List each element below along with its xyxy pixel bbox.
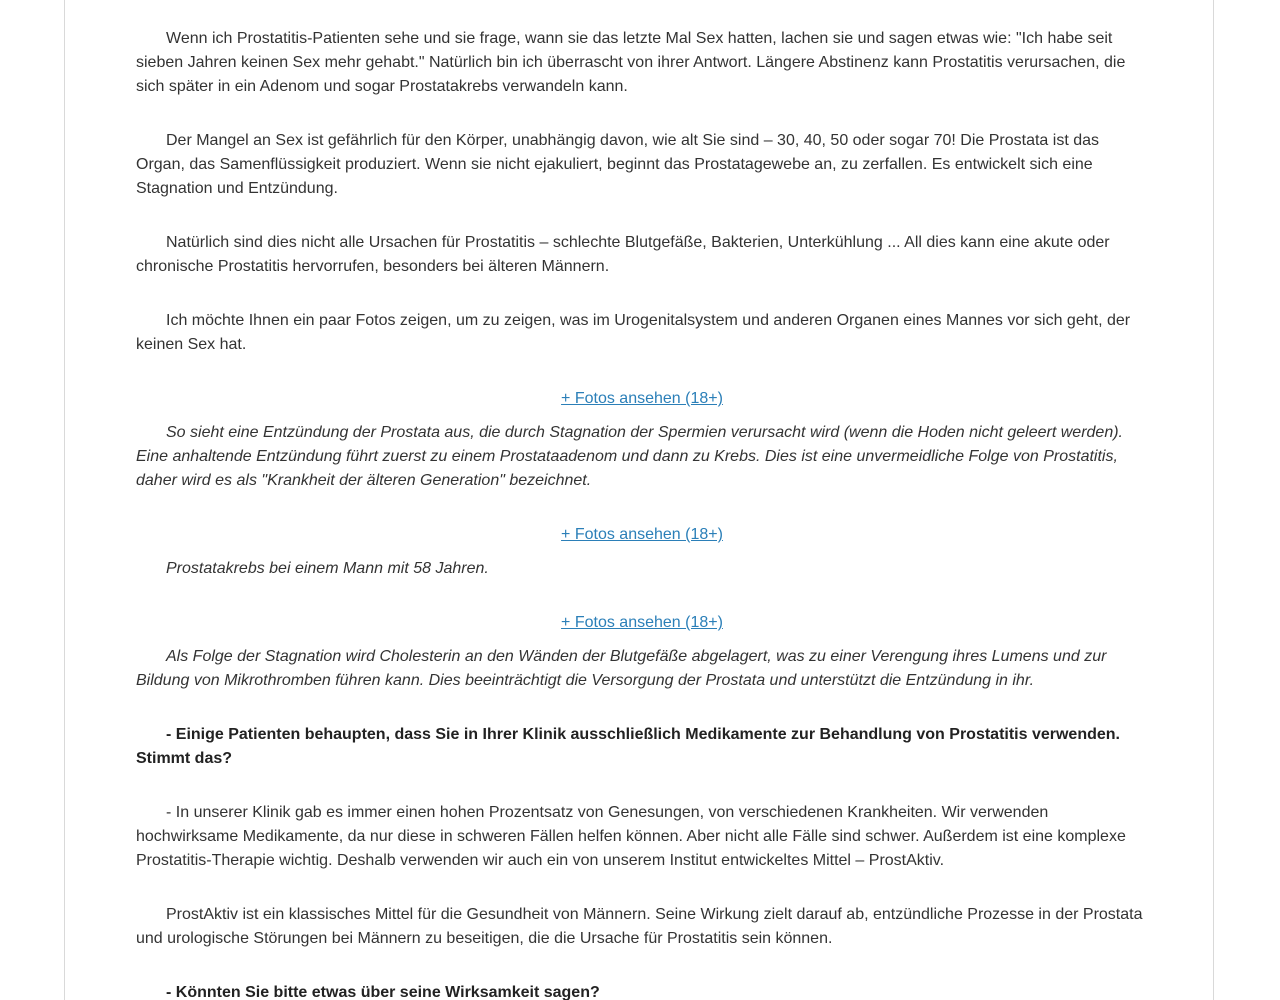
- photo-caption: Als Folge der Stagnation wird Cholesterin an den Wänden der Blutgefäße abgelagert, was zu einer Verengung ihres Lumens und zur Bildung von Mikrothromben führen kann. Dies beeinträchtigt die Versorgung der Prostata und unterstützt die Entzündung in ihr.: [136, 648, 1107, 689]
- interview-question: - Könnten Sie bitte etwas über seine Wirksamkeit sagen?: [166, 984, 600, 1000]
- paragraph: Wenn ich Prostatitis-Patienten sehe und sie frage, wann sie das letzte Mal Sex hatten, lachen sie und sagen etwas wie: "Ich habe seit sieben Jahren keinen Sex mehr gehabt." Natürlich bin ich überrascht von ihrer Antwort. Längere Abstinenz kann Prostatitis verursachen, die sich später in ein Adenom und sogar Prostatakrebs verwandeln kann.: [136, 30, 1126, 95]
- article-container: [64, 0, 1214, 1000]
- paragraph: Natürlich sind dies nicht alle Ursachen für Prostatitis – schlechte Blutgefäße, Bakterien, Unterkühlung ... All dies kann eine akute oder chronische Prostatitis hervorrufen, besonders bei älteren Männern.: [136, 234, 1110, 275]
- interview-answer: - In unserer Klinik gab es immer einen hohen Prozentsatz von Genesungen, von verschiedenen Krankheiten. Wir verwenden hochwirksame Medikamente, da nur diese in schweren Fällen helfen können. Aber nicht alle Fälle sind schwer. Außerdem ist eine komplexe Prostatitis-Therapie wichtig. Deshalb verwenden wir auch ein von unserem Institut entwickeltes Mittel – ProstAktiv.: [136, 804, 1126, 869]
- photo-caption: Prostatakrebs bei einem Mann mit 58 Jahren.: [166, 560, 489, 577]
- interview-question: - Einige Patienten behaupten, dass Sie in Ihrer Klinik ausschließlich Medikamente zur Behandlung von Prostatitis verwenden. Stimmt das?: [136, 726, 1120, 767]
- view-photos-link[interactable]: + Fotos ansehen (18+): [561, 390, 723, 407]
- paragraph: Ich möchte Ihnen ein paar Fotos zeigen, um zu zeigen, was im Urogenitalsystem und anderen Organen eines Mannes vor sich geht, der keinen Sex hat.: [136, 312, 1131, 353]
- photo-link-row: [136, 523, 1148, 547]
- paragraph: ProstAktiv ist ein klassisches Mittel für die Gesundheit von Männern. Seine Wirkung zielt darauf ab, entzündliche Prozesse in der Prostata und urologische Störungen bei Männern zu beseitigen, die die Ursache für Prostatitis sein können.: [136, 906, 1143, 947]
- photo-caption: So sieht eine Entzündung der Prostata aus, die durch Stagnation der Spermien verursacht wird (wenn die Hoden nicht geleert werden). Eine anhaltende Entzündung führt zuerst zu einem Prostataadenom und dann zu Krebs. Dies ist eine unvermeidliche Folge von Prostatitis, daher wird es als "Krankheit der älteren Generation" bezeichnet.: [136, 424, 1123, 489]
- paragraph: Der Mangel an Sex ist gefährlich für den Körper, unabhängig davon, wie alt Sie sind – 30, 40, 50 oder sogar 70! Die Prostata ist das Organ, das Samenflüssigkeit produziert. Wenn sie nicht ejakuliert, beginnt das Prostatagewebe an, zu zerfallen. Es entwickelt sich eine Stagnation und Entzündung.: [136, 132, 1100, 197]
- view-photos-link[interactable]: + Fotos ansehen (18+): [561, 526, 723, 543]
- view-photos-link[interactable]: + Fotos ansehen (18+): [561, 614, 723, 631]
- photo-link-row: [136, 611, 1148, 635]
- article-content: [136, 27, 1148, 1000]
- photo-link-row: [136, 387, 1148, 411]
